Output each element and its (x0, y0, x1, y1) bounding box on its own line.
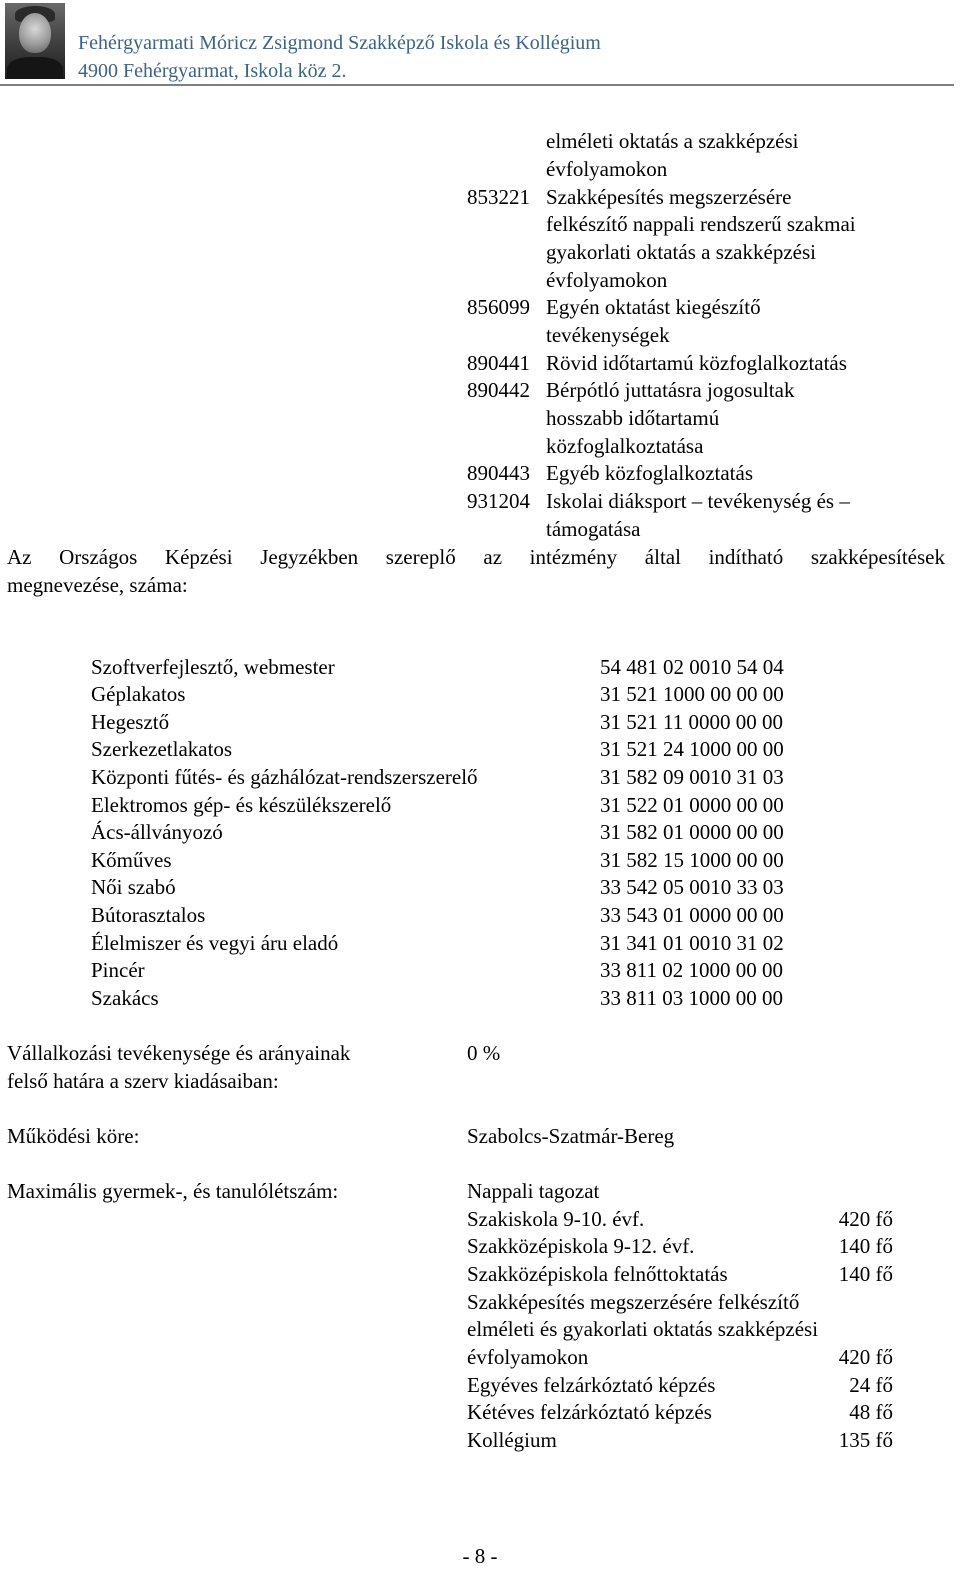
capacity-row-count: 140 fő (838, 1234, 893, 1258)
portrait-photo (5, 3, 65, 79)
activity-code: 890441 (467, 351, 530, 375)
activity-line: tevékenységek (546, 323, 670, 347)
activity-line: Egyéb közfoglalkoztatás (546, 461, 754, 485)
activity-code: 890443 (467, 461, 530, 485)
capacity-row-name: Kollégium (467, 1428, 557, 1452)
capacity-row-count: 48 fő (849, 1400, 893, 1424)
capacity-row-name: Szakképesítés megszerzésére felkészítő (467, 1290, 800, 1314)
capacity-heading: Nappali tagozat (467, 1179, 600, 1203)
enterprise-label-line2: felső határa a szerv kiadásaiban: (7, 1069, 279, 1093)
okj-intro-line1: Az Országos Képzési Jegyzékben szereplő az intézmény által indítható szakképesítések (7, 545, 945, 569)
capacity-row-count: 420 fő (838, 1345, 893, 1369)
activity-line: évfolyamokon (546, 268, 668, 292)
qualification-code: 31 582 15 1000 00 00 (600, 848, 784, 872)
school-address: 4900 Fehérgyarmat, Iskola köz 2. (78, 60, 347, 82)
capacity-row-name: Egyéves felzárkóztató képzés (467, 1373, 716, 1397)
activity-line: Iskolai diáksport – tevékenység és – (546, 489, 850, 513)
okj-intro-line2: megnevezése, száma: (7, 573, 188, 597)
activity-line: Szakképesítés megszerzésére (546, 185, 792, 209)
qualification-code: 31 582 09 0010 31 03 (600, 765, 784, 789)
page-number: - 8 - (462, 1544, 498, 1568)
scope-value: Szabolcs-Szatmár-Bereg (467, 1124, 675, 1148)
qualification-name: Szakács (91, 986, 159, 1010)
qualification-code: 31 341 01 0010 31 02 (600, 931, 784, 955)
capacity-row-name: elméleti és gyakorlati oktatás szakképzési (467, 1317, 819, 1341)
capacity-row-name: évfolyamokon (467, 1345, 589, 1369)
qualification-code: 31 521 1000 00 00 00 (600, 682, 784, 706)
qualification-name: Pincér (91, 958, 145, 982)
qualification-name: Kőműves (91, 848, 172, 872)
qualification-name: Szerkezetlakatos (91, 737, 233, 761)
capacity-row-count: 24 fő (849, 1373, 893, 1397)
enterprise-label-line1: Vállalkozási tevékenysége és arányainak (7, 1041, 351, 1065)
activity-code: 856099 (467, 295, 530, 319)
qualification-name: Géplakatos (91, 682, 186, 706)
qualification-code: 33 811 02 1000 00 00 (600, 958, 783, 982)
capacity-row-count: 135 fő (838, 1428, 893, 1452)
enterprise-value: 0 % (467, 1041, 501, 1065)
page-header (0, 0, 960, 86)
activity-line: közfoglalkoztatása (546, 434, 704, 458)
activity-line: elméleti oktatás a szakképzési (546, 129, 799, 153)
capacity-row-count: 140 fő (838, 1262, 893, 1286)
qualification-code: 31 521 11 0000 00 00 (600, 710, 783, 734)
qualification-name: Központi fűtés- és gázhálózat-rendszerszerelő (91, 765, 478, 789)
activity-line: évfolyamokon (546, 157, 668, 181)
qualification-code: 31 582 01 0000 00 00 (600, 820, 784, 844)
capacity-row-count: 420 fő (838, 1207, 893, 1231)
activity-line: Egyén oktatást kiegészítő (546, 295, 761, 319)
qualification-name: Női szabó (91, 875, 176, 899)
qualification-name: Élelmiszer és vegyi áru eladó (91, 931, 339, 955)
qualification-code: 33 543 01 0000 00 00 (600, 903, 784, 927)
capacity-row-name: Kétéves felzárkóztató képzés (467, 1400, 712, 1424)
activity-line: felkészítő nappali rendszerű szakmai (546, 212, 856, 236)
capacity-row-name: Szakiskola 9-10. évf. (467, 1207, 645, 1231)
qualification-name: Elektromos gép- és készülékszerelő (91, 793, 392, 817)
scope-label: Működési köre: (7, 1124, 140, 1148)
capacity-label: Maximális gyermek-, és tanulólétszám: (7, 1179, 339, 1203)
qualification-code: 31 522 01 0000 00 00 (600, 793, 784, 817)
qualification-code: 33 542 05 0010 33 03 (600, 875, 784, 899)
qualification-code: 33 811 03 1000 00 00 (600, 986, 783, 1010)
activity-line: Rövid időtartamú közfoglalkoztatás (546, 351, 847, 375)
activity-code: 853221 (467, 185, 530, 209)
activity-line: gyakorlati oktatás a szakképzési (546, 240, 816, 264)
school-name: Fehérgyarmati Móricz Zsigmond Szakképző Iskola és Kollégium (78, 32, 601, 54)
portrait-face (19, 13, 51, 53)
qualification-code: 54 481 02 0010 54 04 (600, 655, 784, 679)
qualification-name: Ács-állványozó (91, 820, 223, 844)
capacity-row-name: Szakközépiskola 9-12. évf. (467, 1234, 695, 1258)
header-divider (0, 84, 954, 86)
capacity-row-name: Szakközépiskola felnőttoktatás (467, 1262, 728, 1286)
activity-code: 931204 (467, 489, 530, 513)
qualification-name: Bútorasztalos (91, 903, 206, 927)
activity-line: támogatása (546, 517, 641, 541)
qualification-code: 31 521 24 1000 00 00 (600, 737, 784, 761)
qualification-name: Hegesztő (91, 710, 170, 734)
portrait-coat (7, 57, 63, 79)
activity-code: 890442 (467, 378, 530, 402)
qualification-name: Szoftverfejlesztő, webmester (91, 655, 335, 679)
activity-line: Bérpótló juttatásra jogosultak (546, 378, 795, 402)
activity-line: hosszabb időtartamú (546, 406, 720, 430)
